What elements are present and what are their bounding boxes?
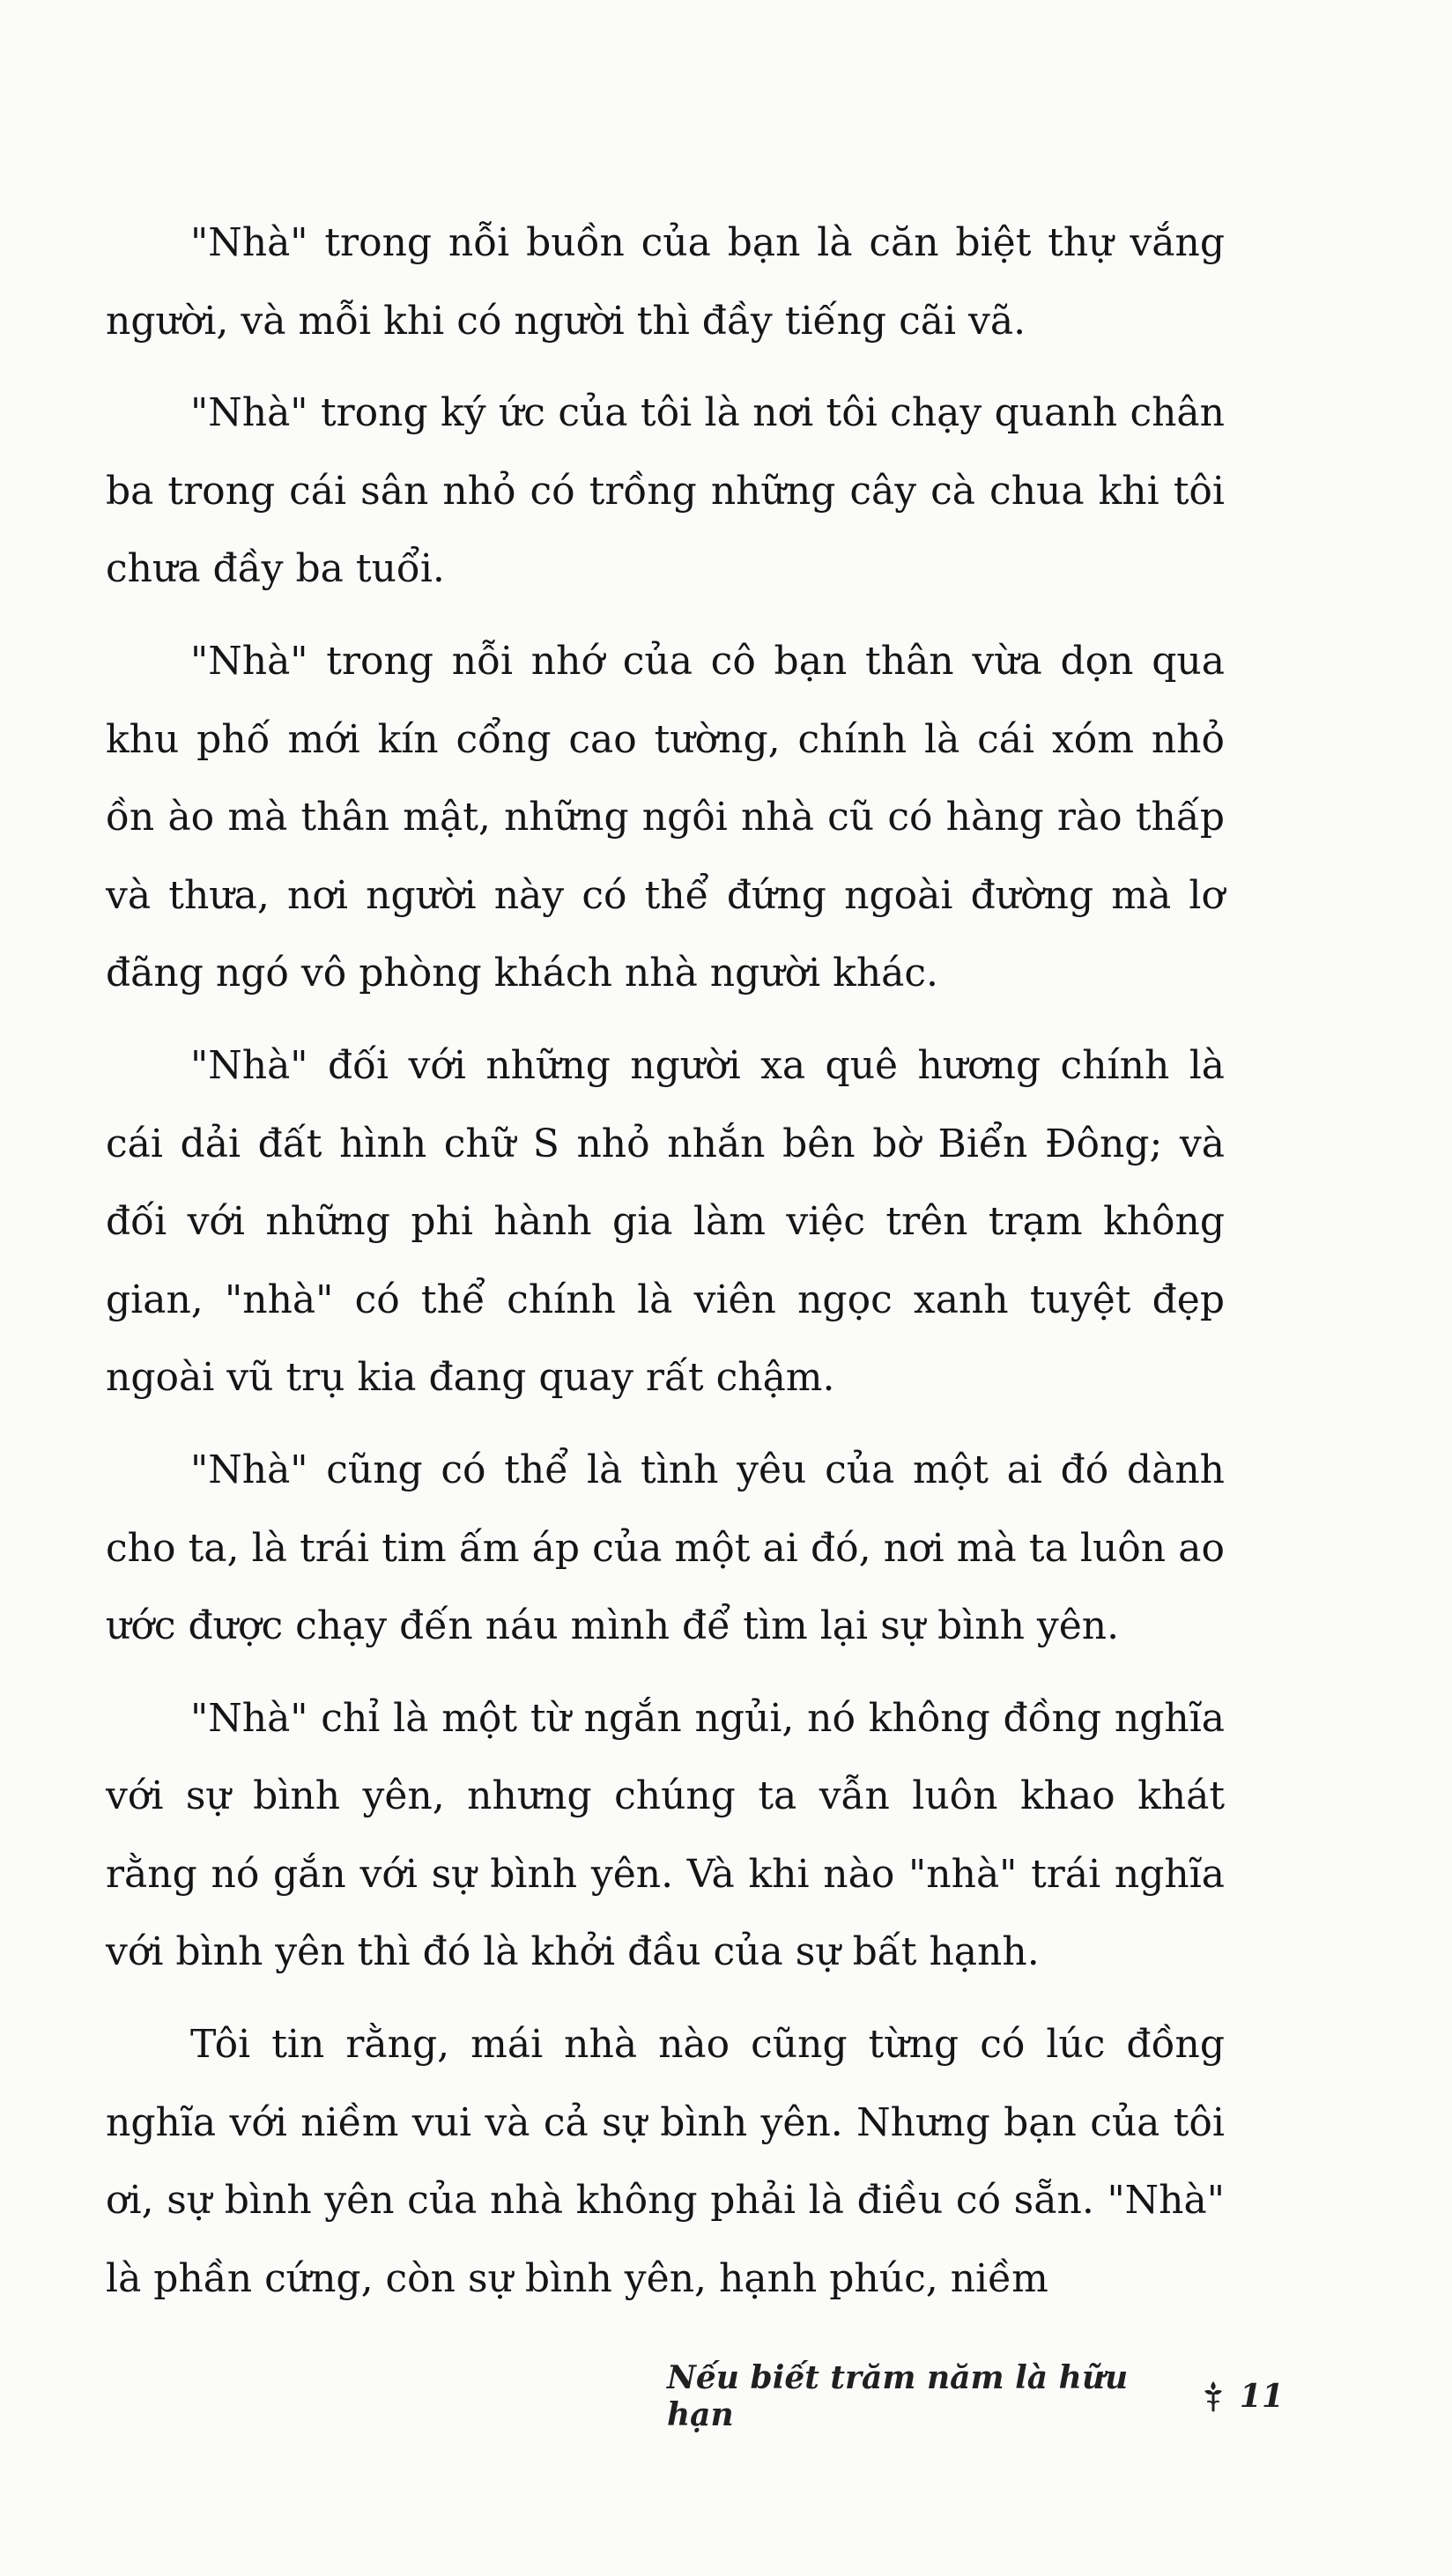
paragraph-1: "Nhà" trong nỗi buồn của bạn là căn biệt thự vắng người, và mỗi khi có người thì đầy tiếng cãi vã. xyxy=(106,220,1225,344)
floral-divider-icon xyxy=(1201,2380,1226,2413)
paragraph-5: "Nhà" cũng có thể là tình yêu của một ai đó dành cho ta, là trái tim ấm áp của một ai đó, nơi mà ta luôn ao ước được chạy đến náu mình để tìm lại sự bình yên. xyxy=(106,1447,1225,1649)
page-footer xyxy=(667,2359,1284,2433)
paragraph-6: "Nhà" chỉ là một từ ngắn ngủi, nó không đồng nghĩa với sự bình yên, nhưng chúng ta vẫn luôn khao khát rằng nó gắn với sự bình yên. Và khi nào "nhà" trái nghĩa với bình yên thì đó là khởi đầu của sự bất hạnh. xyxy=(106,1695,1225,1975)
paragraph-4: "Nhà" đối với những người xa quê hương chính là cái dải đất hình chữ S nhỏ nhắn bên bờ Biển Đông; và đối với những phi hành gia làm việc trên trạm không gian, "nhà" có thể chính là viên ngọc xanh tuyệt đẹp ngoài vũ trụ kia đang quay rất chậm. xyxy=(106,1042,1225,1401)
book-title: Nếu biết trăm năm là hữu hạn xyxy=(667,2359,1129,2433)
paragraph-3: "Nhà" trong nỗi nhớ của cô bạn thân vừa dọn qua khu phố mới kín cổng cao tường, chính là cái xóm nhỏ ồn ào mà thân mật, những ngôi nhà cũ có hàng rào thấp và thưa, nơi người này có thể đứng ngoài đường mà lơ đãng ngó vô phòng khách nhà người khác. xyxy=(106,638,1225,996)
paragraph-2: "Nhà" trong ký ức của tôi là nơi tôi chạy quanh chân ba trong cái sân nhỏ có trồng những cây cà chua khi tôi chưa đầy ba tuổi. xyxy=(106,390,1225,592)
page-number: 11 xyxy=(1239,2378,1284,2415)
page-body xyxy=(106,204,1225,2318)
paragraph-7: Tôi tin rằng, mái nhà nào cũng từng có lúc đồng nghĩa với niềm vui và cả sự bình yên. Nhưng bạn của tôi ơi, sự bình yên của nhà không phải là điều có sẵn. "Nhà" là phần cứng, còn sự bình yên, hạnh phúc, niềm xyxy=(106,2022,1225,2301)
